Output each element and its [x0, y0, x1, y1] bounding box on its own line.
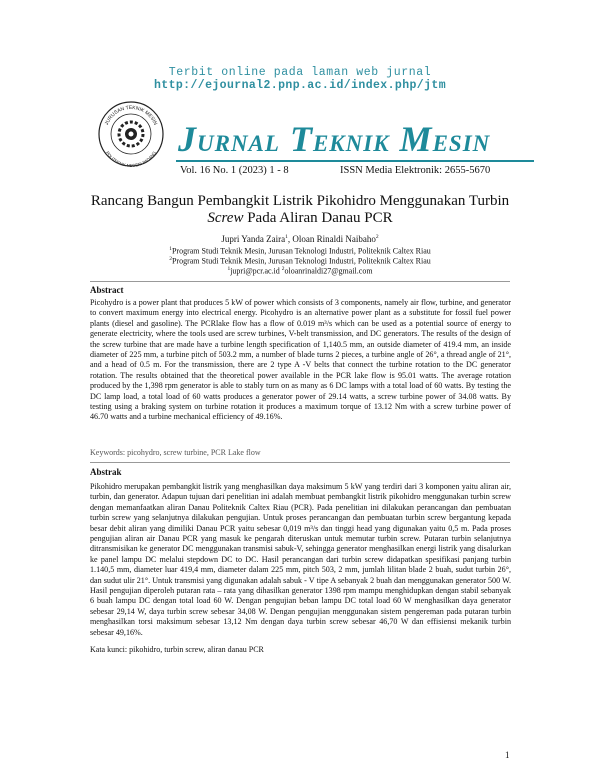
- logo-text-bottom: POLITEKNIK NEGERI PADANG: [105, 150, 157, 169]
- affiliation-2: $^2$Program Studi Teknik Mesin, Jurusan Teknologi Industri, Politeknik Caltex Riau: [169, 256, 431, 266]
- abstract-heading: Abstract: [90, 285, 124, 295]
- journal-url-link[interactable]: http://ejournal2.pnp.ac.id/index.php/jtm: [153, 79, 447, 92]
- header-rule: [176, 160, 534, 162]
- gear-icon: [119, 122, 143, 146]
- article-title-line1: Rancang Bangun Pembangkit Listrik Pikohidro Menggunakan Turbin: [90, 193, 510, 209]
- logo-text-top: JURUSAN TEKNIK MESIN: [103, 104, 159, 127]
- keywords-id: Kata kunci: pikohidro, turbin screw, aliran danau PCR: [90, 645, 264, 654]
- affiliation-1: $^1$Program Studi Teknik Mesin, Jurusan Teknologi Industri, Politeknik Caltex Riau: [169, 246, 431, 256]
- volume-info: Vol. 16 No. 1 (2023) 1 - 8: [180, 165, 289, 176]
- divider-middle: [90, 462, 510, 463]
- issn-info: ISSN Media Elektronik: 2655-5670: [340, 165, 491, 176]
- article-title-line2: Screw Pada Aliran Danau PCR: [207, 210, 393, 226]
- abstract-text: Picohydro is a power plant that produces 5 kW of power which consists of 3 components, namely air flow, turbine, and generator to convert maximum energy into electrical energy. Picohydro is an alternative power plant as a substitute for fossil fuel power plants (diesel and gasoline). The PCRlake flow has a flow of 0.019 m³/s which can be used as a potential source of energy to generate electricity, where the tools used are screw turbines, V-belt transmission, and DC generators. The results of the design of the screw turbine that are made have a turbine length specification of 1,140.5 mm, an outside diameter of 419.4 mm, an inside diameter of 225 mm, a turbine pitch of 503.2 mm, a number of blade turns 2 pieces, a turbine angle of 26°, a thread angle of 21°, and a head of 0.5 m. For the transmission, there are 2 type A -V belts that connect the turbine rotation to the DC generator rotation. The results obtained that the theoretical power available in the PCR lake flow is 95.01 watts. The average rotation produced by the 1,398 rpm generator is able to stably turn on as many as 6 DC lamps with a total load of 60 watts. By testing the DC lamp load, a total load of 60 watts produces a generator power of 29.14 watts, a screw turbine power of 34.08 watts. By testing using a braking system on turbine rotation it produces a maximum torque of 13.12 Nm with a screw turbine power of 46.70 watts and a turbine mechanical efficiency of 49.16%.: [90, 298, 511, 422]
- keywords-en: Keywords: picohydro, screw turbine, PCR Lake flow: [90, 448, 261, 457]
- journal-logo: [96, 96, 166, 172]
- abstrak-text: Pikohidro merupakan pembangkit listrik yang menghasilkan daya maksimum 5 kW yang terdiri dari 3 komponen yaitu aliran air, turbin, dan generator. Adapun tujuan dari penelitian ini adalah membuat pembangkit listrik pikohidro menggunakan turbin screw dengan memanfaatkan aliran Danau Politeknik Caltex Riau (PCR). Pada penelitian ini dilakukan perancangan dan pembuatan turbin screw yang selanjutnya dilakukan pengujian. Untuk proses perancangan dan pembuatan turbin screw bergantung kepada besar debit aliran yang dimiliki Danau PCR yaitu sebesar 0,019 m³/s dan tinggi head yang digunakan yaitu 0,5 m. Pada proses pengujian aliran air Danau PCR yang masuk ke pengarah diteruskan untuk memutar turbin screw. Putaran turbin selanjutnya ditransmisikan ke generator DC menggunakan transmisi sabuk-V, sehingga generator menghasilkan energi listrik yang disalurkan ke panel lampu DC melalui stepdown DC to DC. Hasil perancangan dari turbin screw didapatkan spesifikasi panjang turbin 1.140,5 mm, diameter luar 419,4 mm, diameter dalam 225 mm, pitch 503, 2 mm, jumlah lilitan blade 2 buah, sudut turbin 26°, dan sudut ulir 21°. Untuk transmisi yang digunakan adalah sabuk - V tipe A sebanyak 2 buah dan menggunakan generator 500 W. Hasil pengujian diperoleh putaran rata – rata yang dihasilkan generator 1398 rpm mampu menghidupkan dengan stabil sebanyak 6 buah lampu DC dengan total load 60 W. Dengan pengujian beban lampu DC total load 60 W menghasilkan daya generator sebesar 29,14 W, daya turbin screw sebesar 34,08 W. Dengan pengujian menggunakan sistem pengereman pada putaran turbin menghasilkan torsi maksimum sebesar 13,12 Nm dengan daya turbin screw sebesar 46,70 W dan effisiensi mekanik turbin sebesar 49,16%.: [90, 482, 511, 637]
- page-number: 1: [505, 750, 510, 760]
- online-publication-note: Terbit online pada laman web jurnal: [168, 66, 432, 79]
- abstrak-heading: Abstrak: [90, 467, 122, 477]
- author-list: Jupri Yanda Zaira$^1$, Oloan Rinaldi Naibaho$^2$: [221, 234, 379, 244]
- author-emails: $^1$jupri@pcr.ac.id $^2$oloanrinaldi27@gmail.com: [227, 266, 373, 276]
- svg-text:POLITEKNIK NEGERI PADANG: [105, 150, 157, 168]
- journal-title: JURNAL TEKNIK MESIN: [178, 119, 491, 159]
- divider-top: [90, 281, 510, 282]
